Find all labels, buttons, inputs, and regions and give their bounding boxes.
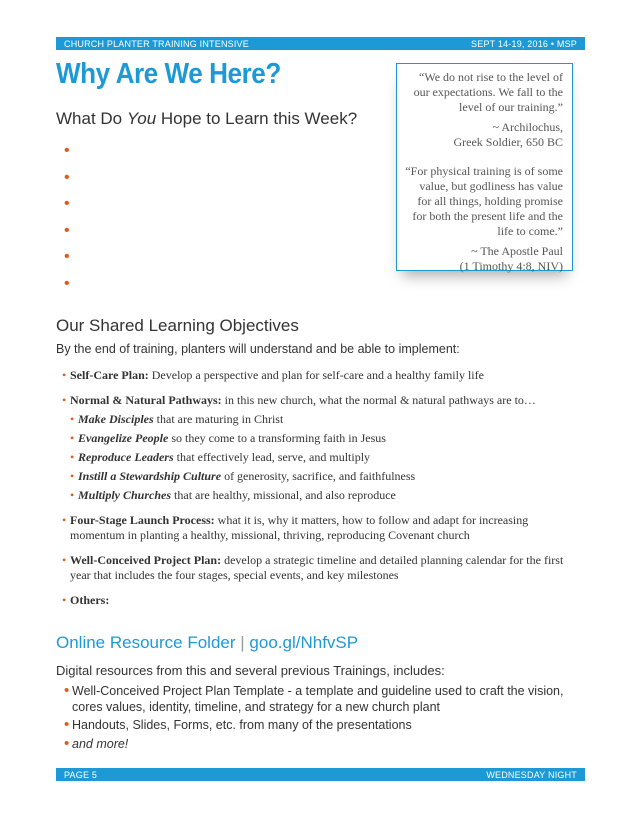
hope-bullet-list — [64, 138, 70, 297]
header-band — [56, 37, 585, 50]
pathways-list — [70, 412, 582, 503]
objective-item: • Others: — [62, 593, 582, 608]
objectives-intro: By the end of training, planters will understand and be able to implement: — [56, 342, 460, 356]
footer-band — [56, 768, 585, 781]
pathway-item: • Multiply Churches that are healthy, missional, and also reproduce — [70, 488, 582, 503]
hope-bullet: • — [64, 221, 70, 239]
pathway-item: • Reproduce Leaders that effectively lead, serve, and multiply — [70, 450, 582, 465]
resources-heading: Online Resource Folder | goo.gl/NhfvSP — [56, 633, 359, 652]
objectives-list — [62, 368, 582, 618]
quote-attribution: ~ Archilochus, Greek Soldier, 650 BC — [453, 120, 563, 149]
pathway-item: • Evangelize People so they come to a transforming faith in Jesus — [70, 431, 582, 446]
footer-left: PAGE 5 — [64, 769, 98, 780]
resources-list — [64, 684, 574, 755]
objective-item: • Four-Stage Launch Process: what it is, why it matters, how to follow and adapt for increasing momentum in planting a healthy, missional, thriving, reproducing Covenant church — [62, 513, 582, 543]
quote-text: “For physical training is of some value, but godliness has value for all things, holding promise for both the present life and the life to come.” — [405, 164, 563, 238]
resource-item: • Well-Conceived Project Plan Template - a template and guideline used to craft the vision, cores values, identity, timeline, and strategy for a new church plant — [64, 684, 574, 715]
pathway-item: • Instill a Stewardship Culture of generosity, sacrifice, and faithfulness — [70, 469, 582, 484]
objective-item: • Well-Conceived Project Plan: develop a strategic timeline and detailed planning calendar for the first year that includes the four stages, special events, and key milestones — [62, 553, 582, 583]
hope-bullet: • — [64, 195, 70, 212]
pathway-item: • Make Disciples that are maturing in Christ — [70, 412, 582, 427]
page-title: Why Are We Here? — [56, 58, 281, 90]
resource-item: • Handouts, Slides, Forms, etc. from many of the presentations — [64, 718, 574, 734]
page-subtitle: What Do You Hope to Learn this Week? — [56, 109, 358, 128]
quote-box — [396, 63, 573, 271]
resource-folder-link[interactable]: goo.gl/NhfvSP — [249, 633, 359, 652]
hope-bullet: • — [64, 142, 70, 159]
hope-bullet: • — [64, 248, 70, 265]
quote-attribution: ~ The Apostle Paul (1 Timothy 4:8, NIV) — [459, 244, 563, 273]
header-right: SEPT 14-19, 2016 • MSP — [471, 38, 577, 49]
objective-item: • Normal & Natural Pathways: in this new church, what the normal & natural pathways are to… • Make Disciples that are maturing in Christ • Evangelize People so they come to a transforming faith in Jesus • Reproduce Leaders that effectively lead, serve, and multiply • Instill a Stewardship Culture of generosity, sacrifice, and faithfulness • Multiply Churches that are healthy, missional, and also reproduce — [62, 393, 582, 503]
hope-bullet: • — [64, 168, 70, 186]
resources-intro: Digital resources from this and several previous Trainings, includes: — [56, 663, 445, 678]
objectives-heading: Our Shared Learning Objectives — [56, 316, 299, 335]
footer-right: WEDNESDAY NIGHT — [486, 769, 577, 780]
quote-text: “We do not rise to the level of our expectations. We fall to the level of our training.” — [413, 70, 563, 114]
hope-bullet: • — [64, 274, 70, 292]
objective-item: • Self-Care Plan: Develop a perspective and plan for self-care and a healthy family life — [62, 368, 582, 383]
header-left: CHURCH PLANTER TRAINING INTENSIVE — [64, 38, 249, 49]
resource-item: • and more! — [64, 737, 574, 753]
